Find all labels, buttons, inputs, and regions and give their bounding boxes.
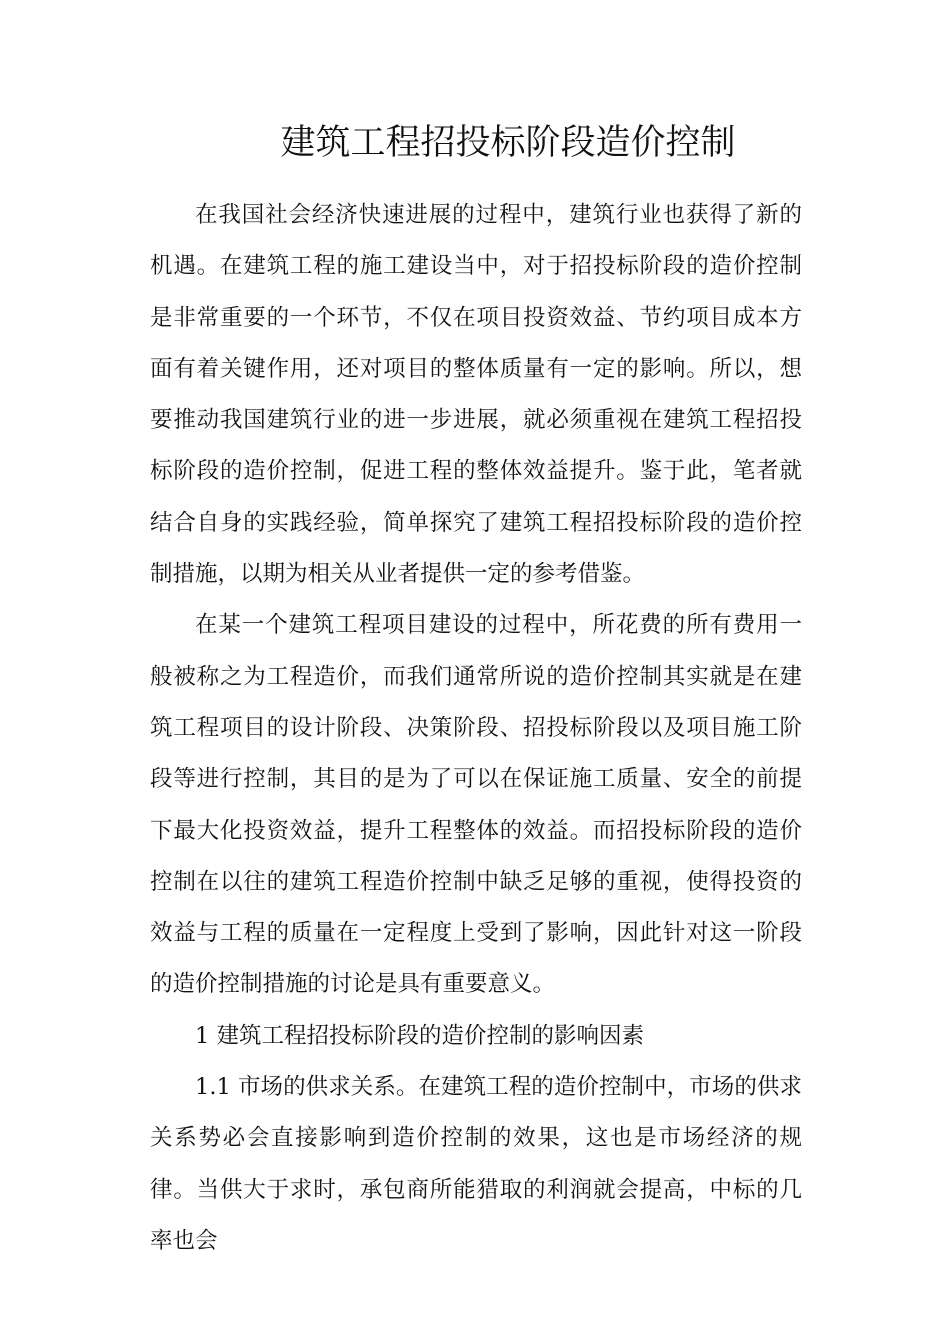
paragraph-intro: 在我国社会经济快速进展的过程中，建筑行业也获得了新的机遇。在建筑工程的施工建设当中，对于招投标阶段的造价控制是非常重要的一个环节，不仅在项目投资效益、节约项目成本方面有着关键作用，还对项目的整体质量有一定的影响。所以，想要推动我国建筑行业的进一步进展，就必须重视在建筑工程招投标阶段的造价控制，促进工程的整体效益提升。鉴于此，笔者就结合自身的实践经验，简单探究了建筑工程招投标阶段的造价控制措施，以期为相关从业者提供一定的参考借鉴。 [150, 202, 802, 588]
section-heading-1: 1 建筑工程招投标阶段的造价控制的影响因素 [195, 1022, 644, 1049]
paragraph-section-1-1: 1.1 市场的供求关系。在建筑工程的造价控制中，市场的供求关系势必会直接影响到造价控制的效果，这也是市场经济的规律。当供大于求时，承包商所能猎取的利润就会提高，中标的几率也会 [150, 1074, 802, 1254]
paragraph-definition: 在某一个建筑工程项目建设的过程中，所花费的所有费用一般被称之为工程造价，而我们通常所说的造价控制其实就是在建筑工程项目的设计阶段、决策阶段、招投标阶段以及项目施工阶段等进行控制，其目的是为了可以在保证施工质量、安全的前提下最大化投资效益，提升工程整体的效益。而招投标阶段的造价控制在以往的建筑工程造价控制中缺乏足够的重视，使得投资的效益与工程的质量在一定程度上受到了影响，因此针对这一阶段的造价控制措施的讨论是具有重要意义。 [150, 612, 802, 998]
document-title: 建筑工程招投标阶段造价控制 [280, 123, 736, 163]
document-body [150, 190, 802, 1267]
